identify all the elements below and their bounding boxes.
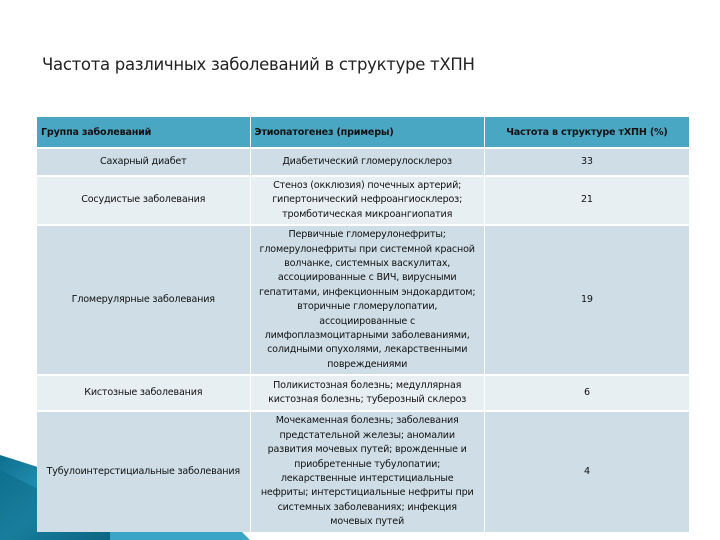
cell-etiology: Диабетический гломерулосклероз <box>250 148 484 176</box>
cell-etiology: Поликистозная болезнь; медуллярная кистозная болезнь; туберозный склероз <box>250 375 484 411</box>
cell-etiology: Первичные гломерулонефриты; гломерулонефриты при системной красной волчанке, системных васкулитах, ассоциированные с ВИЧ, вирусными гепатитами, инфекционным эндокардитом; вторичные гломерулопатии, ассоциированные с лимфоплазмоцитарными заболеваниями, солидными опухолями, лекарственными повреждениями <box>250 225 484 375</box>
cell-frequency: 6 <box>484 375 689 411</box>
cell-group: Сахарный диабет <box>37 148 250 176</box>
table-row <box>37 148 690 176</box>
slide-title: Частота различных заболеваний в структуре тХПН <box>42 55 475 74</box>
cell-etiology: Мочекаменная болезнь; заболевания предстательной железы; аномалии развития мочевых путей; врожденные и приобретенные тубулопатии; лекарственные интерстициальные нефриты; интерстициальные нефриты при системных заболеваниях; инфекция мочевых путей <box>250 411 484 531</box>
header-etiology: Этиопатогенез (примеры) <box>250 117 484 148</box>
table-row <box>37 375 690 411</box>
table-row <box>37 411 690 531</box>
cell-group: Кистозные заболевания <box>37 375 250 411</box>
cell-etiology: Стеноз (окклюзия) почечных артерий; гипертонический нефроангиосклероз; тромботическая микроангиопатия <box>250 176 484 225</box>
cell-group: Тубулоинтерстициальные заболевания <box>37 411 250 531</box>
cell-frequency: 33 <box>484 148 689 176</box>
table-header-row <box>37 117 690 148</box>
cell-group: Сосудистые заболевания <box>37 176 250 225</box>
cell-group: Гломерулярные заболевания <box>37 225 250 375</box>
cell-frequency: 4 <box>484 411 689 531</box>
disease-frequency-table <box>37 117 690 532</box>
cell-frequency: 19 <box>484 225 689 375</box>
cell-frequency: 21 <box>484 176 689 225</box>
header-frequency: Частота в структуре тХПН (%) <box>484 117 689 148</box>
table-row <box>37 225 690 375</box>
header-group: Группа заболеваний <box>37 117 250 148</box>
table-row <box>37 176 690 225</box>
